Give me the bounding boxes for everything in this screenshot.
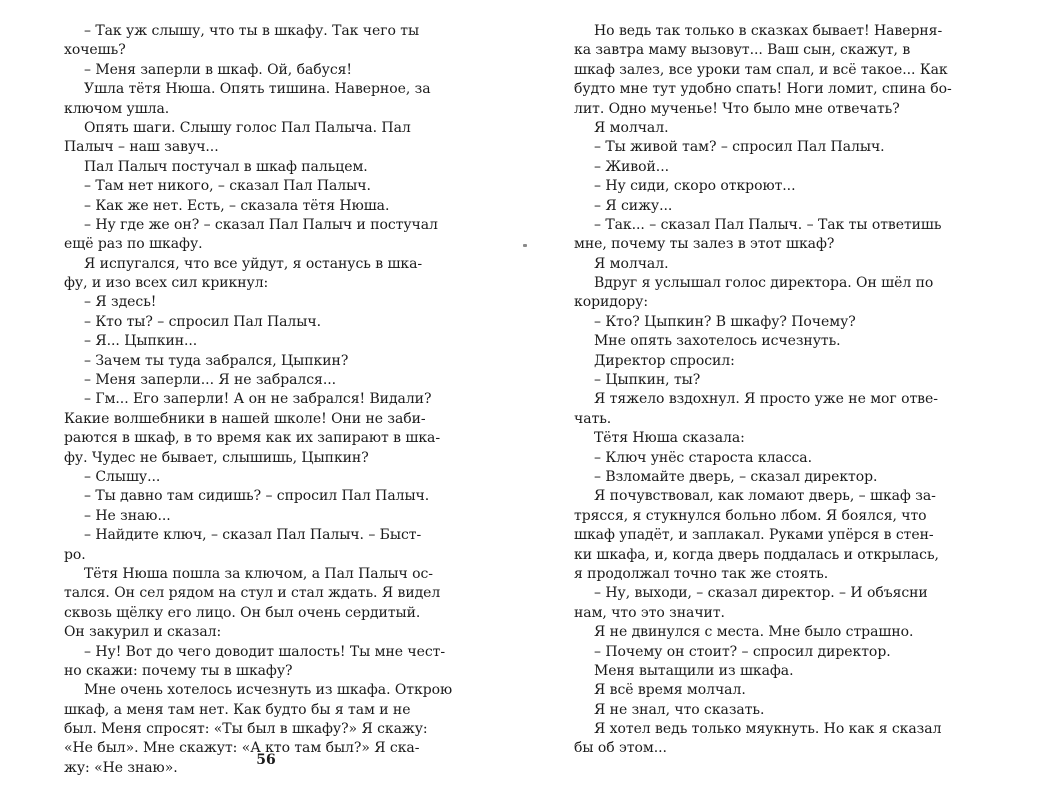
right-page-text bbox=[574, 22, 1010, 759]
text-line: – Я сижу... bbox=[594, 197, 673, 214]
text-line: нам, что это значит. bbox=[574, 604, 725, 621]
text-line: – Цыпкин, ты? bbox=[594, 372, 701, 389]
text-line: – Меня заперли... Я не забрался... bbox=[84, 372, 337, 389]
text-line: – Взломайте дверь, – сказал директор. bbox=[594, 468, 878, 485]
scan-speck bbox=[523, 244, 527, 247]
text-line: шкаф упадёт, и заплакал. Руками упёрся в стен- bbox=[574, 527, 934, 544]
text-line: чать. bbox=[574, 410, 612, 427]
left-page-text bbox=[64, 22, 492, 778]
text-line: Опять шаги. Слышу голос Пал Палыча. Пал bbox=[84, 119, 411, 136]
text-line: – Ну где же он? – сказал Пал Палыч и постучал bbox=[84, 216, 438, 233]
text-line: Какие волшебники в нашей школе! Они не заби- bbox=[64, 410, 426, 427]
text-line: – Как же нет. Есть, – сказала тётя Нюша. bbox=[84, 197, 390, 214]
text-line: будто мне тут удобно спать! Ноги ломит, спина бо- bbox=[574, 81, 952, 98]
text-line: – Зачем ты туда забрался, Цыпкин? bbox=[84, 352, 349, 369]
text-line: я продолжал точно так же стоять. bbox=[574, 565, 829, 582]
text-line: Я тяжело вздохнул. Я просто уже не мог отве- bbox=[594, 391, 938, 408]
text-line: сквозь щёлку его лицо. Он был очень сердитый. bbox=[64, 604, 421, 621]
text-line: был. Меня спросят: «Ты был в шкафу?» Я скажу: bbox=[64, 721, 428, 738]
text-line: – Кто ты? – спросил Пал Палыч. bbox=[84, 313, 321, 330]
text-line: Я почувствовал, как ломают дверь, – шкаф за- bbox=[594, 488, 936, 505]
text-line: – Я... Цыпкин... bbox=[84, 333, 198, 350]
text-line: Но ведь так только в сказках бывает! Наверня- bbox=[594, 23, 943, 39]
text-line: – Ну! Вот до чего доводит шалость! Ты мне чест- bbox=[84, 643, 446, 660]
text-line: шкаф, а меня там нет. Как будто бы я там и не bbox=[64, 701, 411, 718]
text-line: – Ключ унёс староста класса. bbox=[594, 449, 812, 466]
text-line: – Ты живой там? – спросил Пал Палыч. bbox=[594, 139, 885, 156]
text-line: Директор спросил: bbox=[594, 352, 735, 369]
text-line: – Живой... bbox=[594, 158, 670, 175]
text-line: – Слышу... bbox=[84, 468, 161, 485]
text-line: ещё раз по шкафу. bbox=[64, 236, 203, 253]
text-line: ки шкафа, и, когда дверь поддалась и открылась, bbox=[574, 546, 939, 563]
text-line: коридору: bbox=[574, 294, 648, 311]
text-line: – Я здесь! bbox=[84, 294, 157, 311]
text-line: – Так... – сказал Пал Палыч. – Так ты ответишь bbox=[594, 216, 942, 233]
text-line: хочешь? bbox=[64, 42, 126, 59]
text-line: – Ну сиди, скоро откроют... bbox=[594, 178, 796, 195]
text-line: Вдруг я услышал голос директора. Он шёл по bbox=[594, 275, 934, 292]
text-line: Мне очень хотелось исчезнуть из шкафа. Открою bbox=[84, 682, 453, 699]
text-line: Я испугался, что все уйдут, я останусь в шка- bbox=[84, 255, 423, 272]
text-line: тался. Он сел рядом на стул и стал ждать. Я видел bbox=[64, 585, 441, 602]
text-line: – Гм... Его заперли! А он не забрался! Видали? bbox=[84, 391, 432, 408]
text-line: Мне опять захотелось исчезнуть. bbox=[594, 333, 841, 350]
text-line: раются в шкаф, в то время как их запирают в шка- bbox=[64, 430, 441, 447]
text-line: Тётя Нюша сказала: bbox=[594, 430, 745, 447]
text-line: – Меня заперли в шкаф. Ой, бабуся! bbox=[84, 61, 352, 78]
text-line: Пал Палыч постучал в шкаф пальцем. bbox=[84, 158, 368, 175]
text-line: – Кто? Цыпкин? В шкафу? Почему? bbox=[594, 313, 856, 330]
text-line: трясся, я стукнулся больно лбом. Я боялся, что bbox=[574, 507, 927, 524]
text-line: бы об этом... bbox=[574, 740, 667, 757]
text-line: фу. Чудес не бывает, слышишь, Цыпкин? bbox=[64, 449, 369, 466]
text-line: ка завтра маму вызовут... Ваш сын, скажут, в bbox=[574, 42, 911, 59]
page-number: 56 bbox=[256, 752, 276, 768]
text-line: Он закурил и сказал: bbox=[64, 624, 222, 641]
text-line: шкаф залез, все уроки там спал, и всё такое... Как bbox=[574, 61, 948, 78]
text-line: лит. Одно мученье! Что было мне отвечать? bbox=[574, 100, 900, 117]
text-line: ключом ушла. bbox=[64, 100, 170, 117]
text-line: Я молчал. bbox=[594, 119, 669, 136]
text-line: – Ну, выходи, – сказал директор. – И объясни bbox=[594, 585, 928, 602]
text-line: «Не был». Мне скажут: «А кто там был?» Я ска- bbox=[64, 740, 420, 757]
text-line: – Почему он стоит? – спросил директор. bbox=[594, 643, 891, 660]
text-line: Я не двинулся с места. Мне было страшно. bbox=[594, 624, 914, 641]
text-line: Я хотел ведь только мяукнуть. Но как я сказал bbox=[594, 721, 942, 738]
text-line: – Там нет никого, – сказал Пал Палыч. bbox=[84, 178, 371, 195]
text-line: Меня вытащили из шкафа. bbox=[594, 662, 794, 679]
text-line: ро. bbox=[64, 546, 86, 563]
text-line: – Не знаю... bbox=[84, 507, 171, 524]
text-line: – Ты давно там сидишь? – спросил Пал Палыч. bbox=[84, 488, 430, 505]
text-line: фу, и изо всех сил крикнул: bbox=[64, 275, 269, 292]
text-line: – Найдите ключ, – сказал Пал Палыч. – Быст- bbox=[84, 527, 422, 544]
text-line: Я не знал, что сказать. bbox=[594, 701, 765, 718]
text-line: Я молчал. bbox=[594, 255, 669, 272]
text-line: мне, почему ты залез в этот шкаф? bbox=[574, 236, 835, 253]
text-line: Я всё время молчал. bbox=[594, 682, 746, 699]
text-line: жу: «Не знаю». bbox=[64, 759, 178, 776]
text-line: но скажи: почему ты в шкафу? bbox=[64, 662, 293, 679]
text-line: Палыч – наш завуч... bbox=[64, 139, 219, 156]
text-line: Ушла тётя Нюша. Опять тишина. Наверное, за bbox=[84, 81, 431, 98]
text-line: Тётя Нюша пошла за ключом, а Пал Палыч ос- bbox=[84, 565, 433, 582]
text-line: – Так уж слышу, что ты в шкафу. Так чего ты bbox=[84, 23, 420, 39]
